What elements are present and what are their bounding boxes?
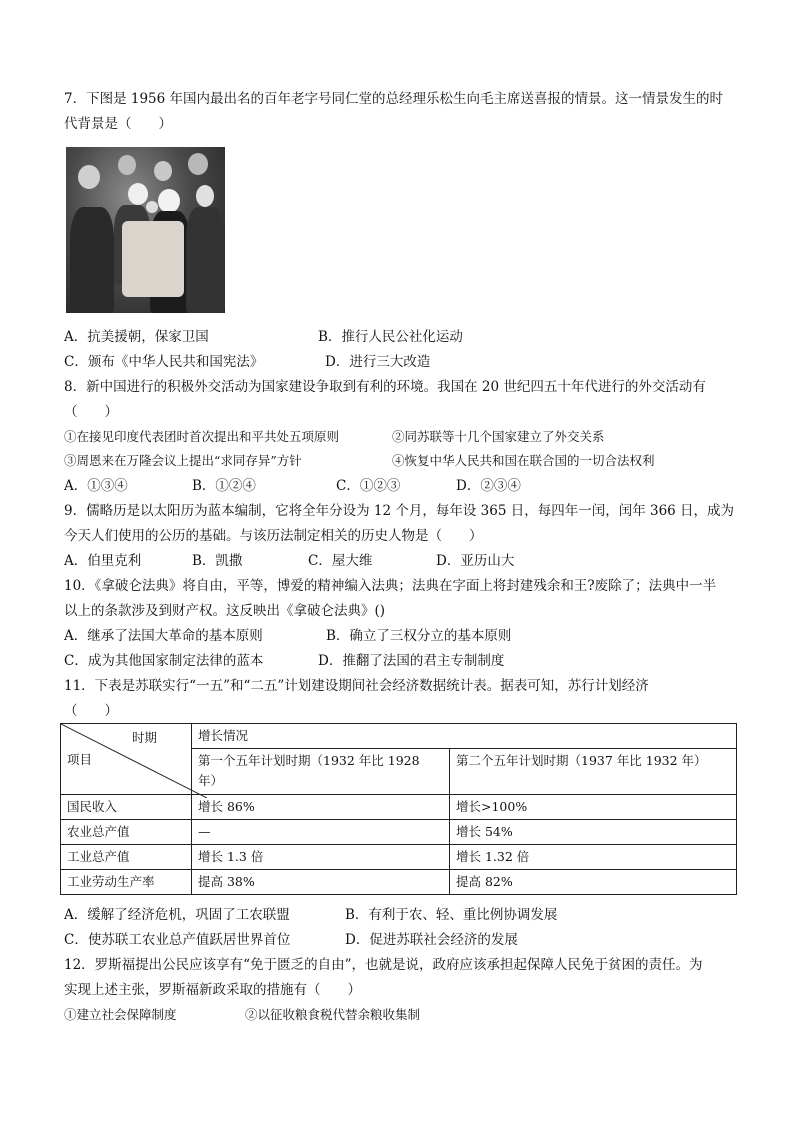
q9-stem-line1: 9．儒略历是以太阳历为蓝本编制，它将全年分设为 12 个月，每年设 365 日，每四年一闰，闰年 366 日，成为 — [64, 503, 735, 519]
q8-item-3: ③周恩来在万隆会议上提出“求同存异”方针 — [64, 453, 302, 468]
q12-item-2: ②以征收粮食税代替余粮收集制 — [245, 1007, 421, 1022]
table-corner-period: 时期 — [131, 730, 157, 745]
table-col2-header: 第二个五年计划时期（1937 年比 1932 年） — [450, 749, 737, 795]
table-cell-period1: 增长 1.3 倍 — [192, 845, 450, 870]
table-cell-item: 国民收入 — [61, 795, 192, 820]
soviet-economy-table — [60, 723, 737, 895]
table-col1-header-line1: 第一个五年计划时期（1932 年比 1928 — [198, 753, 420, 769]
table-col1-header-line2: 年） — [198, 773, 224, 789]
q9-option-a: A．伯里克利 — [64, 553, 142, 569]
q8-option-b: B．①②④ — [192, 478, 256, 494]
q7-option-a: A．抗美援朝，保家卫国 — [64, 329, 209, 345]
q9-option-b: B．凯撒 — [192, 553, 243, 569]
q10-option-b: B．确立了三权分立的基本原则 — [326, 628, 512, 644]
table-corner-cell — [61, 724, 192, 795]
table-cell-period2: 增长 54% — [450, 820, 737, 845]
table-group-header: 增长情况 — [192, 724, 737, 749]
q10-stem-line2: 以上的条款涉及到财产权。这反映出《拿破仑法典》() — [64, 603, 386, 619]
q8-option-d: D．②③④ — [456, 478, 521, 494]
q8-item-4: ④恢复中华人民共和国在联合国的一切合法权利 — [392, 453, 655, 468]
q7-historical-photo — [66, 147, 225, 313]
table-col1-header — [192, 749, 450, 795]
table-row — [61, 795, 737, 820]
table-cell-period1: — — [192, 820, 450, 845]
q8-stem-line1: 8．新中国进行的积极外交活动为国家建设争取到有利的环境。我国在 20 世纪四五十年代进行的外交活动有 — [64, 379, 706, 395]
q7-option-c: C．颁布《中华人民共和国宪法》 — [64, 354, 264, 370]
q7-option-d: D．进行三大改造 — [325, 354, 431, 370]
q10-option-d: D．推翻了法国的君主专制制度 — [318, 653, 505, 669]
q9-option-c: C．屋大维 — [308, 553, 373, 569]
q11-option-d: D．促进苏联社会经济的发展 — [345, 932, 518, 948]
q10-option-c: C．成为其他国家制定法律的蓝本 — [64, 653, 264, 669]
q7-option-b: B．推行人民公社化运动 — [318, 329, 463, 345]
q8-option-a: A．①③④ — [64, 478, 128, 494]
q7-stem-line1: 7．下图是 1956 年国内最出名的百年老字号同仁堂的总经理乐松生向毛主席送喜报的情景。这一情景发生的时 — [64, 91, 724, 107]
q10-option-a: A．继承了法国大革命的基本原则 — [64, 628, 263, 644]
q11-option-c: C．使苏联工农业总产值跃居世界首位 — [64, 932, 291, 948]
q11-stem-line1: 11．下表是苏联实行“一五”和“二五”计划建设期间社会经济数据统计表。据表可知，苏行计划经济 — [64, 678, 649, 694]
q11-stem-line2: （ ） — [64, 703, 118, 719]
q12-stem-line1: 12．罗斯福提出公民应该享有“免于匮乏的自由”，也就是说，政府应该承担起保障人民免于贫困的责任。为 — [64, 957, 703, 973]
q11-option-b: B．有利于农、轻、重比例协调发展 — [345, 907, 558, 923]
q7-stem-line2: 代背景是（ ） — [64, 116, 172, 132]
table-corner-item: 项目 — [67, 752, 93, 767]
table-row — [61, 820, 737, 845]
q8-item-1: ①在接见印度代表团时首次提出和平共处五项原则 — [64, 429, 340, 444]
table-cell-item: 工业劳动生产率 — [61, 870, 192, 895]
table-cell-period2: 增长>100% — [450, 795, 737, 820]
q12-stem-line2: 实现上述主张，罗斯福新政采取的措施有（ ） — [64, 982, 361, 998]
table-cell-period2: 增长 1.32 倍 — [450, 845, 737, 870]
table-row — [61, 870, 737, 895]
q8-stem-line2: （ ） — [64, 404, 118, 420]
q12-item-1: ①建立社会保障制度 — [64, 1007, 177, 1022]
table-cell-period1: 增长 86% — [192, 795, 450, 820]
q10-stem-line1: 10．《拿破仑法典》将自由，平等，博爱的精神编入法典；法典在字面上将封建残余和王?废除了；法典中一半 — [64, 578, 717, 594]
q8-option-c: C．①②③ — [336, 478, 401, 494]
table-cell-period1: 提高 38% — [192, 870, 450, 895]
q11-option-a: A．缓解了经济危机，巩固了工农联盟 — [64, 907, 290, 923]
q8-item-2: ②同苏联等十几个国家建立了外交关系 — [392, 429, 605, 444]
q9-option-d: D．亚历山大 — [436, 553, 515, 569]
table-cell-item: 工业总产值 — [61, 845, 192, 870]
q9-stem-line2: 今天人们使用的公历的基础。与该历法制定相关的历史人物是（ ） — [64, 528, 483, 544]
table-cell-period2: 提高 82% — [450, 870, 737, 895]
table-cell-item: 农业总产值 — [61, 820, 192, 845]
table-row — [61, 845, 737, 870]
